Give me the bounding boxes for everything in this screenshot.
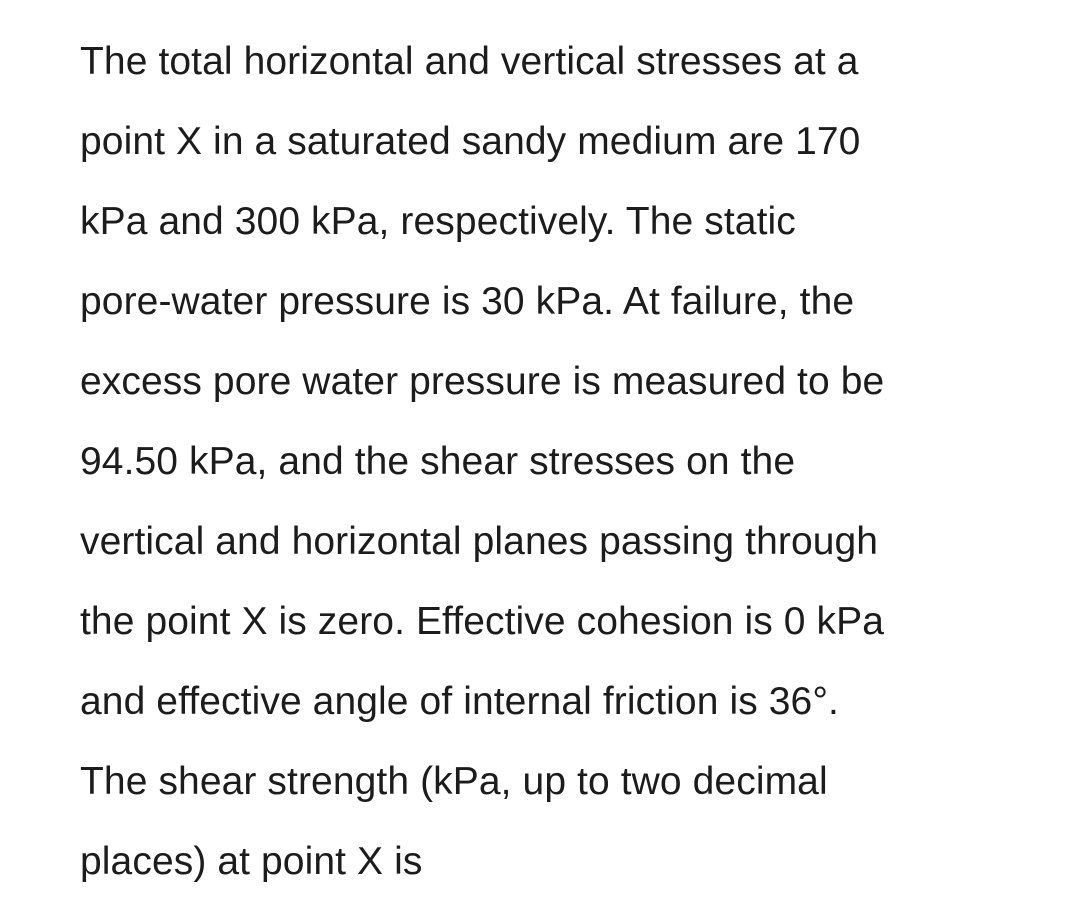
question-line-10: The shear strength (kPa, up to two decimal	[80, 760, 828, 803]
question-line-7: vertical and horizontal planes passing through	[80, 520, 879, 563]
question-line-9: and effective angle of internal friction is 36°.	[80, 680, 839, 723]
question-line-5: excess pore water pressure is measured to be	[80, 360, 885, 403]
question-text	[80, 22, 1070, 902]
question-line-8: the point X is zero. Effective cohesion is 0 kPa	[80, 600, 885, 643]
question-line-2: point X in a saturated sandy medium are 170	[80, 120, 861, 163]
question-line-11: places) at point X is	[80, 840, 423, 883]
question-line-4: pore-water pressure is 30 kPa. At failure, the	[80, 280, 855, 323]
question-line-3: kPa and 300 kPa, respectively. The static	[80, 200, 796, 243]
question-line-6: 94.50 kPa, and the shear stresses on the	[80, 440, 796, 483]
question-line-1: The total horizontal and vertical stresses at a	[80, 40, 859, 83]
